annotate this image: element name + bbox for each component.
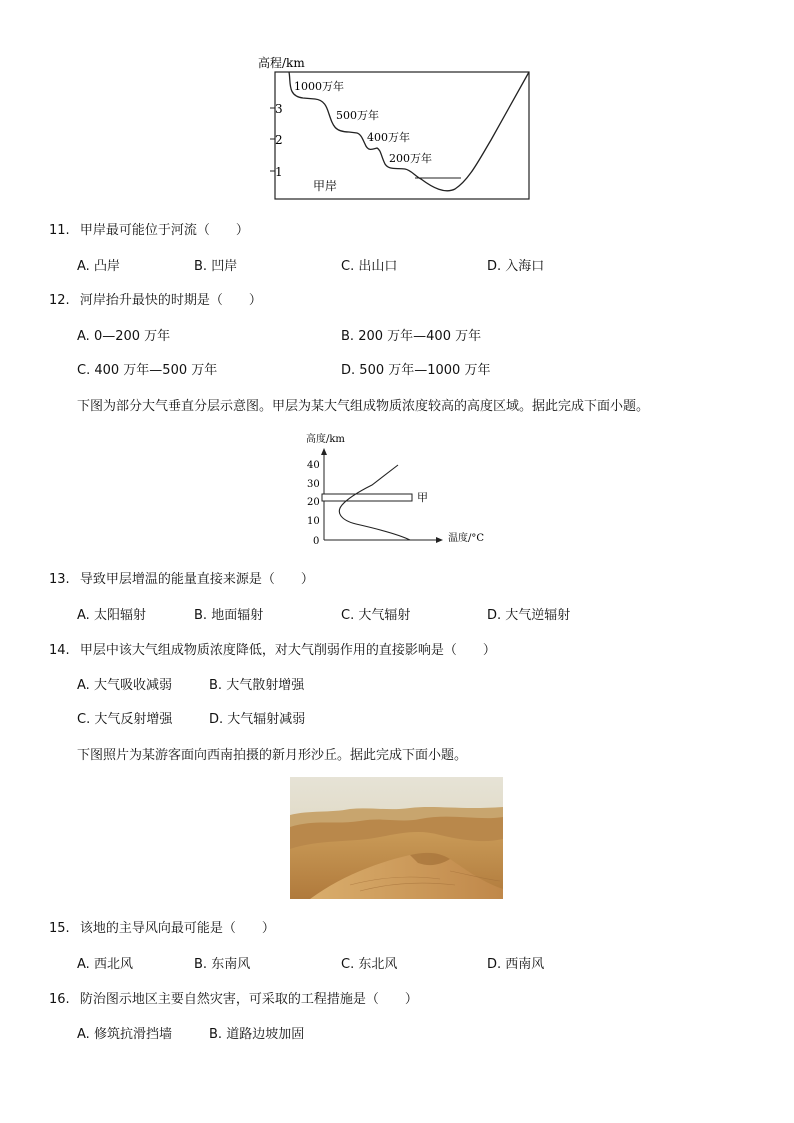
figure2-tick-0: 0 xyxy=(313,536,320,547)
option-letter: A. xyxy=(77,678,90,693)
option-12-c[interactable] xyxy=(77,359,217,378)
option-text: 大气辐射 xyxy=(358,608,411,623)
question-number: 15. xyxy=(49,921,70,936)
option-16-b[interactable] xyxy=(209,1023,304,1042)
option-13-a[interactable] xyxy=(77,604,146,623)
atmosphere-layer-figure xyxy=(300,428,500,550)
option-text: 大气反射增强 xyxy=(94,712,173,727)
option-13-c[interactable] xyxy=(341,604,410,623)
figure1-y-label: 高程/km xyxy=(258,56,305,70)
question-11-stem xyxy=(49,219,249,238)
option-12-d[interactable] xyxy=(341,359,490,378)
option-text: 西南风 xyxy=(505,957,545,972)
option-15-b[interactable] xyxy=(194,953,250,972)
option-11-d[interactable] xyxy=(487,255,544,274)
option-14-c[interactable] xyxy=(77,708,172,727)
option-letter: C. xyxy=(77,712,91,727)
question-13-stem xyxy=(49,568,314,587)
option-letter: A. xyxy=(77,957,90,972)
option-text: 大气辐射减弱 xyxy=(227,712,306,727)
option-letter: B. xyxy=(341,329,355,344)
question-12-stem xyxy=(49,289,262,308)
option-text: 东南风 xyxy=(211,957,251,972)
option-12-b[interactable] xyxy=(341,325,481,344)
terrace-label-500: 500万年 xyxy=(336,109,379,122)
option-letter: B. xyxy=(209,1027,223,1042)
option-letter: B. xyxy=(194,259,208,274)
option-text: 大气吸收减弱 xyxy=(93,678,172,693)
figure1-tick-2: 2 xyxy=(275,133,283,147)
option-letter: A. xyxy=(77,608,90,623)
option-letter: B. xyxy=(209,678,223,693)
option-14-a[interactable] xyxy=(77,674,172,693)
figure1-tick-1: 1 xyxy=(275,165,283,179)
option-letter: D. xyxy=(341,363,356,378)
question-number: 14. xyxy=(49,643,70,658)
figure1-tick-3: 3 xyxy=(275,102,283,116)
option-letter: D. xyxy=(487,259,502,274)
section-intro-dune: 下图照片为某游客面向西南拍摄的新月形沙丘。据此完成下面小题。 xyxy=(77,748,468,763)
sand-dune-photo xyxy=(290,777,503,899)
option-letter: A. xyxy=(77,1027,90,1042)
temperature-curve xyxy=(339,465,410,540)
option-letter: A. xyxy=(77,329,90,344)
figure2-tick-40: 40 xyxy=(307,460,320,471)
option-16-a[interactable] xyxy=(77,1023,172,1042)
option-text: 大气逆辐射 xyxy=(505,608,571,623)
option-text: 凸岸 xyxy=(93,259,120,274)
question-text: 河岸抬升最快的时期是（ ） xyxy=(79,293,262,308)
option-letter: D. xyxy=(487,957,502,972)
option-11-c[interactable] xyxy=(341,255,397,274)
figure2-tick-30: 30 xyxy=(307,479,320,490)
option-letter: D. xyxy=(209,712,224,727)
option-text: 400 万年—500 万年 xyxy=(94,363,218,378)
figure2-tick-20: 20 xyxy=(307,497,320,508)
layer-jia-band xyxy=(322,494,412,501)
option-text: 太阳辐射 xyxy=(93,608,146,623)
option-text: 西北风 xyxy=(93,957,133,972)
figure2-x-label: 温度/°C xyxy=(448,533,485,544)
terrace-label-200: 200万年 xyxy=(389,152,432,165)
option-letter: C. xyxy=(341,259,355,274)
option-text: 地面辐射 xyxy=(211,608,264,623)
question-number: 11. xyxy=(49,223,70,238)
figure2-x-arrow xyxy=(436,537,443,543)
terrace-label-400: 400万年 xyxy=(367,131,410,144)
option-15-c[interactable] xyxy=(341,953,397,972)
question-15-stem xyxy=(49,917,275,936)
figure2-y-arrow xyxy=(321,448,327,455)
option-letter: C. xyxy=(341,608,355,623)
option-letter: D. xyxy=(487,608,502,623)
question-number: 13. xyxy=(49,572,70,587)
option-13-b[interactable] xyxy=(194,604,263,623)
option-14-d[interactable] xyxy=(209,708,305,727)
option-text: 出山口 xyxy=(358,259,398,274)
question-text: 甲层中该大气组成物质浓度降低，对大气削弱作用的直接影响是（ ） xyxy=(79,643,496,658)
option-letter: B. xyxy=(194,608,208,623)
question-number: 16. xyxy=(49,992,70,1007)
option-text: 200 万年—400 万年 xyxy=(358,329,482,344)
layer-jia-label: 甲 xyxy=(417,491,428,504)
option-text: 大气散射增强 xyxy=(226,678,305,693)
bank-label: 甲岸 xyxy=(313,179,338,193)
option-text: 凹岸 xyxy=(211,259,238,274)
option-15-a[interactable] xyxy=(77,953,133,972)
option-letter: C. xyxy=(341,957,355,972)
option-letter: C. xyxy=(77,363,91,378)
option-15-d[interactable] xyxy=(487,953,544,972)
option-11-a[interactable] xyxy=(77,255,120,274)
option-text: 500 万年—1000 万年 xyxy=(359,363,491,378)
question-number: 12. xyxy=(49,293,70,308)
question-text: 防治图示地区主要自然灾害，可采取的工程措施是（ ） xyxy=(79,992,418,1007)
terrace-label-1000: 1000万年 xyxy=(294,80,344,93)
option-letter: A. xyxy=(77,259,90,274)
option-11-b[interactable] xyxy=(194,255,237,274)
question-text: 甲岸最可能位于河流（ ） xyxy=(79,223,249,238)
question-14-stem xyxy=(49,639,496,658)
option-13-d[interactable] xyxy=(487,604,570,623)
figure2-y-label: 高度/km xyxy=(306,434,345,445)
option-text: 东北风 xyxy=(358,957,398,972)
terrace-profile-figure xyxy=(255,52,545,204)
option-letter: B. xyxy=(194,957,208,972)
section-intro-atmosphere: 下图为部分大气垂直分层示意图。甲层为某大气组成物质浓度较高的高度区域。据此完成下面小题。 xyxy=(77,399,650,414)
option-14-b[interactable] xyxy=(209,674,304,693)
question-16-stem xyxy=(49,988,418,1007)
question-text: 该地的主导风向最可能是（ ） xyxy=(79,921,275,936)
question-text: 导致甲层增温的能量直接来源是（ ） xyxy=(79,572,314,587)
option-text: 修筑抗滑挡墙 xyxy=(93,1027,172,1042)
option-text: 道路边坡加固 xyxy=(226,1027,305,1042)
option-text: 入海口 xyxy=(505,259,545,274)
figure2-tick-10: 10 xyxy=(307,516,320,527)
option-text: 0—200 万年 xyxy=(93,329,171,344)
option-12-a[interactable] xyxy=(77,325,170,344)
